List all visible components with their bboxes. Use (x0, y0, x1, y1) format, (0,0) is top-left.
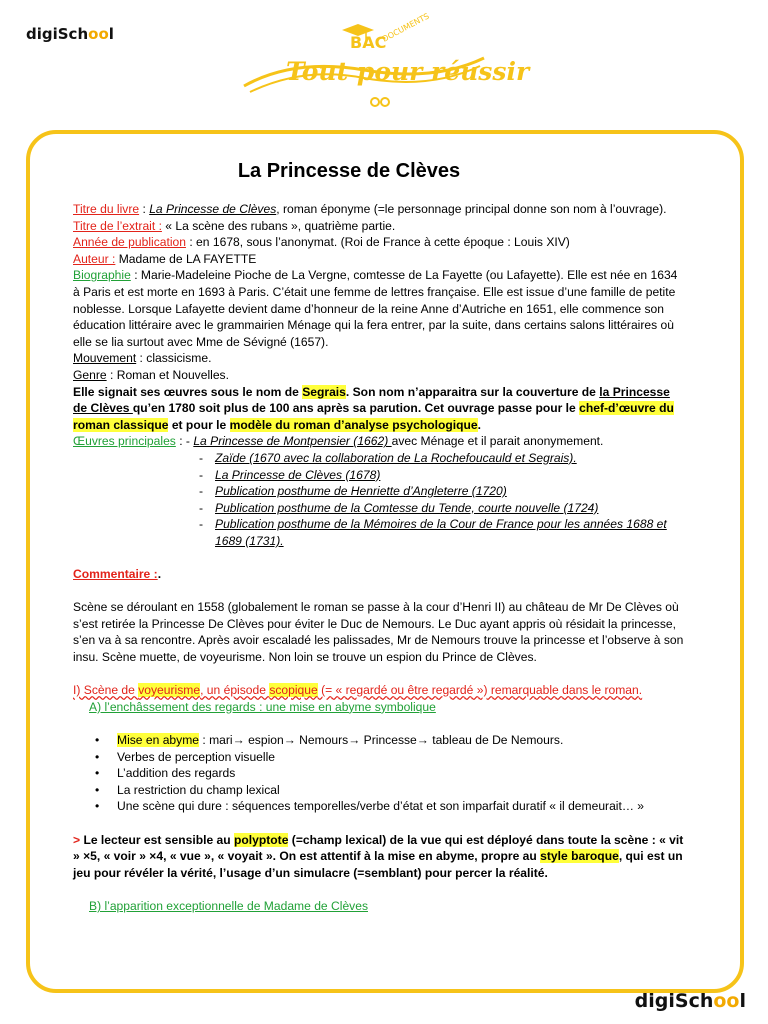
subsection-b-heading: B) l’apparition exceptionnelle de Madame de Clèves (89, 898, 368, 913)
genre-line: Genre : Roman et Nouvelles. (73, 367, 229, 382)
auteur-line: Auteur : Madame de LA FAYETTE (73, 251, 257, 266)
bullet-item: • La restriction du champ lexical (95, 782, 685, 799)
digischool-logo-top: digiSchool (26, 25, 114, 43)
bullet-item: • Verbes de perception visuelle (95, 749, 685, 766)
bullet-item: • Une scène qui dure : séquences temporelles/verbe d’état et son imparfait duratif « il demeurait… » (95, 798, 685, 815)
mouvement-line: Mouvement : classicisme. (73, 351, 212, 366)
document-body (73, 201, 685, 915)
part1-heading: I) Scène de voyeurisme, un épisode scopique (= « regardé ou être regardé ») remarquable dans le roman. (73, 683, 643, 698)
bac-documents-logo (234, 11, 530, 118)
work-item: - La Princesse de Clèves (1678) (199, 467, 685, 484)
logo-documents-text: DOCUMENTS (380, 11, 431, 44)
analysis-bullets (95, 732, 685, 815)
oeuvres-line: Œuvres principales : - La Princesse de Montpensier (1662) avec Ménage et il parait anonymement. (73, 434, 604, 449)
scene-paragraph: Scène se déroulant en 1558 (globalement le roman se passe à la cour d’Henri II) au château de Mr De Clèves où s’est retirée la Princesse De Clèves pour éviter le Duc de Nemours. Le Duc ayant appris où résidait la princesse, s’en va à sa rencontre. Après avoir escaladé les palissades, Mr de Nemours trouve la princesse et l’observe à son insu. Scène muette, de voyeurisme. Non loin se trouve un espion du Prince de Clèves. (73, 600, 684, 665)
logo-bac-text: BAC (350, 33, 387, 52)
logo-tagline-text: Tout pour réussir (286, 57, 530, 86)
annee-line: Année de publication : en 1678, sous l’anonymat. (Roi de France à cette époque : Louis XIV) (73, 235, 570, 250)
digischool-logo-bottom: digiSchool (634, 990, 746, 1012)
commentaire-heading: Commentaire :. (73, 567, 162, 582)
bullet-item: • Mise en abyme : mari→ espion→ Nemours→ Princesse→ tableau de De Nemours. (95, 732, 685, 749)
subsection-a-heading: A) l’enchâssement des regards : une mise en abyme symbolique (89, 699, 436, 714)
document-title: La Princesse de Clèves (237, 160, 461, 182)
work-item: - Publication posthume de la Comtesse du Tende, courte nouvelle (1724) (199, 500, 685, 517)
work-item: - Zaïde (1670 avec la collaboration de La Rochefoucauld et Segrais). (199, 450, 685, 467)
work-item: - Publication posthume de Henriette d’Angleterre (1720) (199, 483, 685, 500)
signait-paragraph: Elle signait ses œuvres sous le nom de Segrais. Son nom n’apparaitra sur la couverture de la Princesse de Clèves qu’en 1780 soit plus de 100 ans après sa parution. Cet ouvrage passe pour le chef-d’œuvre du roman classique et pour le modèle du roman d’analyse psychologique. (73, 384, 674, 432)
titre-livre-line: Titre du livre : La Princesse de Clèves, roman éponyme (=le personnage principal donne son nom à l’ouvrage). (73, 202, 667, 216)
lecteur-paragraph: > Le lecteur est sensible au polyptote (=champ lexical) de la vue qui est déployé dans toute la scène : « vit » ×5, « voir » ×4, « vue », « voyait ». On est attentif à la mise en abyme, propre au style baroque, qui est un jeu pour révéler la vérité, l’usage d’un simulacre (=semblant) pour percer la réalité. (73, 832, 684, 880)
bullet-item: • L’addition des regards (95, 765, 685, 782)
biographie-paragraph: Biographie : Marie-Madeleine Pioche de La Vergne, comtesse de La Fayette (ou Lafayette). Elle est née en 1634 à Paris et est morte en 1693 à Paris. C’était une femme de lettres française. Elle est issue d’une famille de petite noblesse. Lorsque Lafayette devient dame d’honneur de la reine Anne d’Autriche en 1651, elle commence son éducation littéraire avec le grammairien Ménage qui la fera entrer, par la suite, dans certains salons littéraires où elle se lia surtout avec Mme de Sévigné (1657). (73, 268, 678, 349)
works-list (199, 450, 685, 550)
work-item: - Publication posthume de la Mémoires de la Cour de France pour les années 1688 et 1689 (1731). (199, 516, 685, 549)
titre-extrait-line: Titre de l’extrait : « La scène des rubans », quatrième partie. (73, 218, 396, 233)
